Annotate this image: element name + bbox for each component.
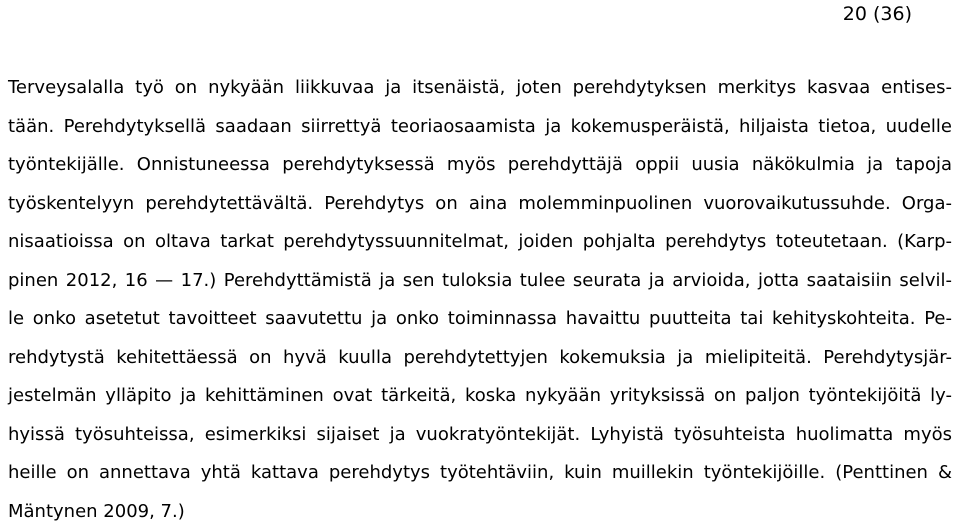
paragraph-line: hyissä työsuhteissa, esimerkiksi sijaiset ja vuokratyöntekijät. Lyhyistä työsuhteista huolimatta myös: [8, 423, 952, 445]
paragraph-line: le onko asetetut tavoitteet saavutettu ja onko toiminnassa havaittu puutteita tai kehityskohteita. Pe-: [8, 308, 952, 329]
paragraph-line: työskentelyyn perehdytettävältä. Perehdytys on aina molemminpuolinen vuorovaikutussuhde. Orga-: [8, 192, 952, 214]
paragraph-line: heille on annettava yhtä kattava perehdytys työtehtäviin, kuin muillekin työntekijöille. (Penttinen &: [8, 462, 952, 483]
paragraph-line: pinen 2012, 16 — 17.) Perehdyttämistä ja sen tuloksia tulee seurata ja arvioida, jotta saataisiin selvil-: [8, 269, 952, 291]
body-paragraph: [8, 69, 952, 531]
page-number: 20 (36): [842, 3, 912, 25]
paragraph-line: Terveysalalla työ on nykyään liikkuvaa ja itsenäistä, joten perehdytyksen merkitys kasvaa entises-: [8, 77, 952, 98]
paragraph-line: nisaatioissa on oltava tarkat perehdytyssuunnitelmat, joiden pohjalta perehdytys toteutetaan. (Karp-: [8, 231, 952, 252]
paragraph-line-last: Mäntynen 2009, 7.): [8, 500, 185, 522]
paragraph-line: työntekijälle. Onnistuneessa perehdytyksessä myös perehdyttäjä oppii uusia näkökulmia ja tapoja: [8, 154, 952, 175]
paragraph-line: rehdytystä kehitettäessä on hyvä kuulla perehdytettyjen kokemuksia ja mielipiteitä. Perehdytysjär-: [8, 346, 952, 368]
paragraph-line: jestelmän ylläpito ja kehittäminen ovat tärkeitä, koska nykyään yrityksissä on paljon työntekijöitä ly-: [8, 385, 952, 406]
paragraph-line: tään. Perehdytyksellä saadaan siirrettyä teoriaosaamista ja kokemusperäistä, hiljaista tietoa, uudelle: [8, 115, 952, 137]
